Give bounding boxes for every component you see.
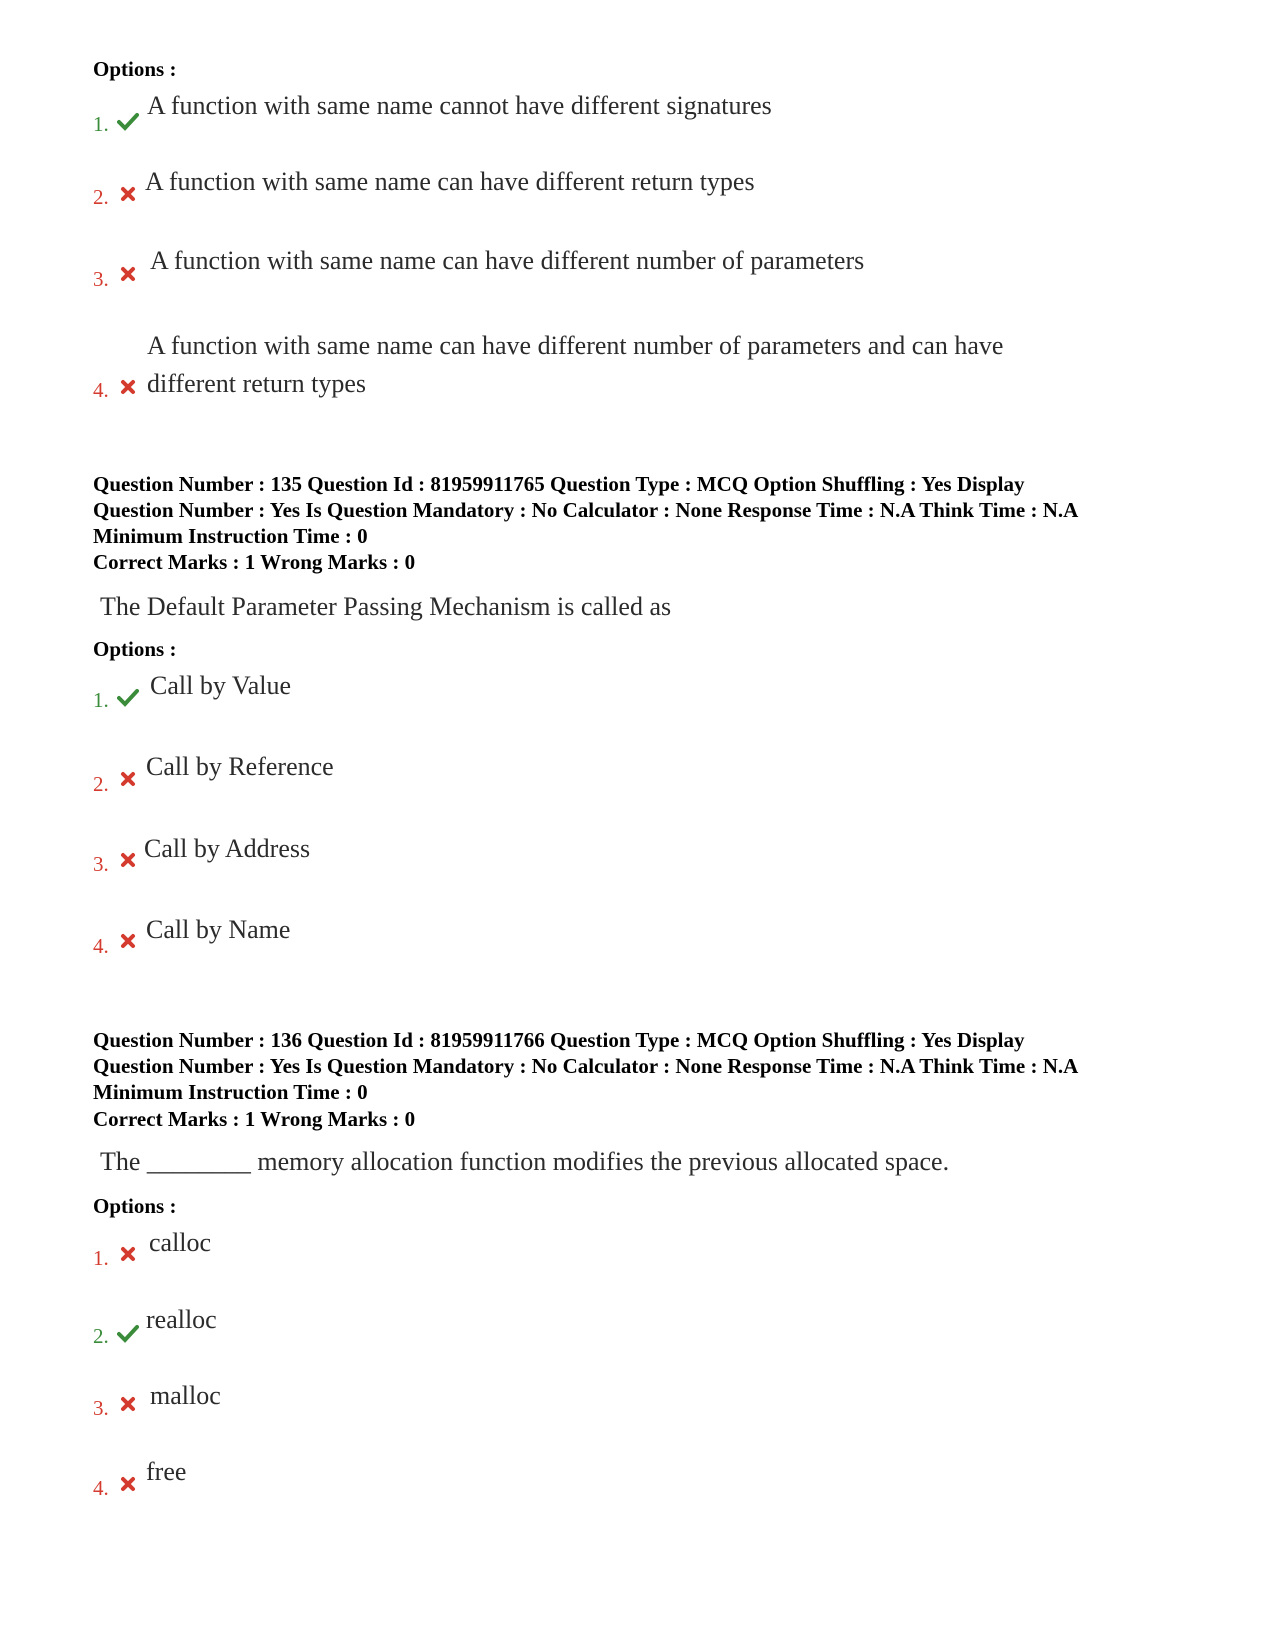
option-number: 3. — [93, 852, 109, 876]
question-text: The Default Parameter Passing Mechanism is called as — [100, 592, 672, 621]
option-item — [0, 914, 1275, 974]
option-number: 3. — [93, 1396, 109, 1420]
question-meta-line: Question Number : Yes Is Question Mandatory : No Calculator : None Response Time : N.A Think Time : N.A — [93, 1054, 1079, 1078]
cross-icon — [117, 263, 139, 285]
option-item — [0, 1382, 1275, 1442]
option-item — [0, 1306, 1275, 1366]
option-item — [0, 752, 1275, 812]
check-icon — [117, 686, 139, 708]
option-item — [0, 1230, 1275, 1290]
marks-info: Correct Marks : 1 Wrong Marks : 0 — [93, 1107, 416, 1131]
option-number: 2. — [93, 185, 109, 209]
option-number: 2. — [93, 1324, 109, 1348]
option-text: realloc — [146, 1305, 217, 1334]
option-item — [0, 670, 1275, 730]
cross-icon — [117, 376, 139, 398]
option-text: A function with same name cannot have different signatures — [147, 91, 772, 120]
option-text: Call by Value — [150, 671, 292, 700]
option-number: 2. — [93, 772, 109, 796]
question-meta-line: Minimum Instruction Time : 0 — [93, 524, 368, 548]
options-heading: Options : — [93, 637, 177, 661]
option-number: 1. — [93, 112, 109, 136]
question-meta-line: Minimum Instruction Time : 0 — [93, 1080, 368, 1104]
question-meta-line: Question Number : 135 Question Id : 81959911765 Question Type : MCQ Option Shuffling : Yes Display — [93, 472, 1025, 496]
check-icon — [117, 110, 139, 132]
option-number: 1. — [93, 1246, 109, 1270]
cross-icon — [117, 849, 139, 871]
options-heading: Options : — [93, 57, 177, 81]
option-text: Call by Address — [144, 834, 311, 863]
option-item — [0, 833, 1275, 893]
cross-icon — [117, 1393, 139, 1415]
question-text: The ________ memory allocation function modifies the previous allocated space. — [100, 1147, 950, 1176]
option-text: malloc — [150, 1381, 221, 1410]
cross-icon — [117, 1243, 139, 1265]
options-heading: Options : — [93, 1194, 177, 1218]
marks-info: Correct Marks : 1 Wrong Marks : 0 — [93, 550, 416, 574]
option-item — [0, 90, 1275, 150]
option-number: 1. — [93, 688, 109, 712]
option-text: Call by Name — [146, 915, 291, 944]
option-text-line2: different return types — [147, 369, 366, 398]
option-item — [0, 245, 1275, 305]
question-meta — [93, 1027, 1078, 1105]
question-meta-line: Question Number : Yes Is Question Mandatory : No Calculator : None Response Time : N.A Think Time : N.A — [93, 498, 1079, 522]
option-text: calloc — [149, 1228, 212, 1257]
cross-icon — [117, 930, 139, 952]
question-meta — [93, 471, 1078, 549]
option-item — [0, 165, 1275, 225]
option-text-line1: A function with same name can have different number of parameters and can have — [147, 331, 1004, 360]
option-number: 4. — [93, 1476, 109, 1500]
option-text: free — [146, 1457, 187, 1486]
cross-icon — [117, 1473, 139, 1495]
option-number: 4. — [93, 934, 109, 958]
cross-icon — [117, 768, 139, 790]
option-item — [0, 330, 1275, 410]
option-number: 4. — [93, 378, 109, 402]
option-text: A function with same name can have different number of parameters — [150, 246, 865, 275]
check-icon — [117, 1322, 139, 1344]
option-number: 3. — [93, 267, 109, 291]
option-text: Call by Reference — [146, 752, 334, 781]
option-text: A function with same name can have different return types — [145, 167, 755, 196]
question-meta-line: Question Number : 136 Question Id : 81959911766 Question Type : MCQ Option Shuffling : Yes Display — [93, 1028, 1025, 1052]
cross-icon — [117, 183, 139, 205]
option-item — [0, 1458, 1275, 1518]
